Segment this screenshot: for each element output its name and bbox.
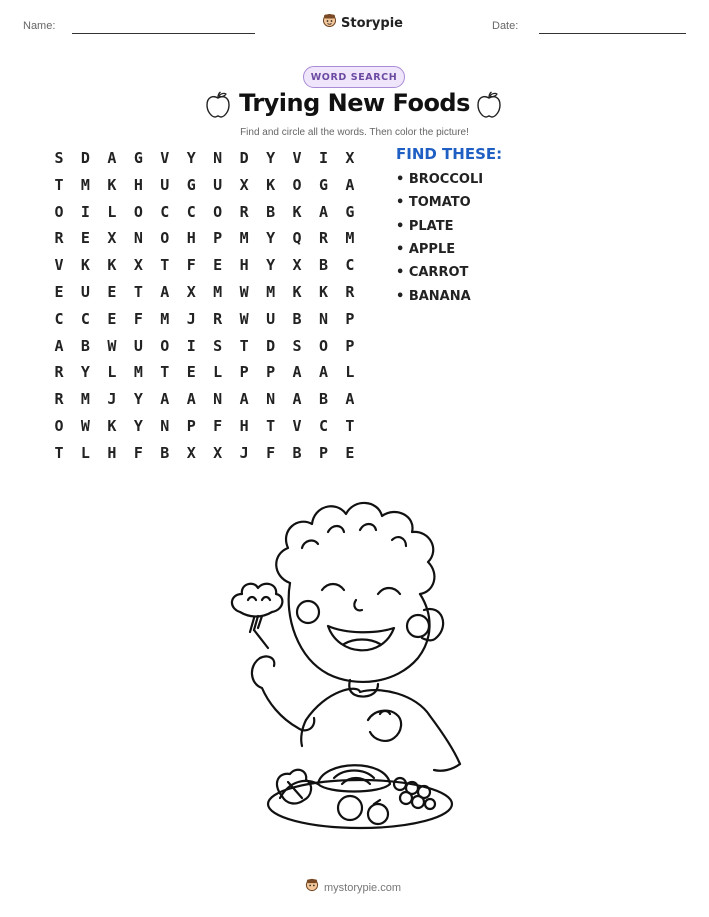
- grid-letter: U: [213, 175, 223, 194]
- grid-letter: V: [54, 256, 64, 275]
- grid-letter: P: [239, 363, 249, 382]
- grid-letter: R: [54, 390, 64, 409]
- grid-letter: T: [160, 256, 170, 275]
- grid-letter: J: [107, 390, 117, 409]
- grid-letter: D: [239, 149, 249, 167]
- grid-letter: P: [186, 417, 196, 435]
- grid-letter: C: [80, 309, 90, 328]
- grid-letter: X: [239, 175, 249, 194]
- footer-url: mystorypie.com: [324, 881, 402, 894]
- grid-letter: O: [160, 336, 170, 355]
- grid-letter: S: [292, 336, 302, 355]
- grid-letter: A: [54, 336, 64, 355]
- grid-letter: E: [345, 443, 355, 462]
- grid-letter: L: [80, 443, 90, 462]
- grid-letter: E: [80, 229, 90, 248]
- grid-letter: M: [80, 390, 90, 409]
- grid-letter: X: [345, 149, 355, 167]
- brand-logo: [322, 13, 403, 33]
- grid-letter: J: [186, 309, 196, 328]
- instructions: Find and circle all the words. Then color the picture!: [240, 127, 469, 138]
- grid-letter: V: [292, 417, 302, 435]
- grid-letter: O: [54, 417, 64, 435]
- grid-letter: H: [239, 417, 249, 435]
- storypie-mascot-icon: [322, 13, 337, 33]
- grid-letter: U: [160, 175, 170, 194]
- grid-letter: T: [266, 417, 276, 435]
- grid-letter: F: [133, 443, 143, 462]
- brand-name: Storypie: [341, 15, 403, 31]
- grid-letter: V: [292, 149, 302, 167]
- grid-letter: O: [318, 336, 329, 355]
- grid-letter: Y: [80, 363, 90, 382]
- grid-letter: M: [266, 283, 276, 301]
- grid-letter: P: [213, 229, 223, 248]
- grid-letter: A: [160, 283, 170, 301]
- find-heading: FIND THESE:: [396, 145, 503, 163]
- grid-letter: E: [107, 309, 117, 328]
- grid-letter: C: [54, 309, 64, 328]
- grid-letter: S: [213, 336, 223, 355]
- grid-letter: L: [107, 202, 117, 221]
- grid-letter: G: [345, 202, 355, 221]
- grid-letter: G: [186, 175, 196, 194]
- grid-letter: M: [239, 229, 249, 248]
- grid-letter: W: [107, 336, 117, 355]
- grid-letter: E: [213, 256, 223, 275]
- grid-letter: T: [54, 175, 64, 194]
- grid-letter: A: [292, 390, 302, 409]
- grid-letter: C: [160, 202, 170, 221]
- grid-letter: C: [318, 417, 329, 435]
- apple-outline-icon: [476, 91, 502, 124]
- grid-letter: F: [133, 309, 143, 328]
- grid-letter: W: [239, 283, 249, 301]
- grid-letter: R: [318, 229, 329, 248]
- grid-letter: R: [54, 363, 64, 382]
- date-label: Date:: [492, 20, 519, 32]
- grid-letter: C: [345, 256, 355, 275]
- grid-letter: O: [160, 229, 170, 248]
- grid-letter: M: [213, 283, 223, 301]
- word-item: • BROCCOLI: [396, 172, 484, 187]
- grid-letter: P: [345, 336, 355, 355]
- grid-letter: S: [54, 149, 64, 167]
- grid-letter: X: [133, 256, 143, 275]
- grid-letter: I: [318, 149, 329, 167]
- grid-letter: T: [239, 336, 249, 355]
- grid-letter: A: [186, 390, 196, 409]
- grid-letter: H: [133, 175, 143, 194]
- grid-letter: T: [133, 283, 143, 301]
- grid-letter: O: [292, 175, 302, 194]
- grid-letter: F: [266, 443, 276, 462]
- name-line: [72, 33, 255, 34]
- grid-letter: O: [133, 202, 143, 221]
- grid-letter: A: [107, 149, 117, 167]
- grid-letter: M: [80, 175, 90, 194]
- grid-letter: X: [186, 443, 196, 462]
- grid-letter: H: [239, 256, 249, 275]
- page-title: Trying New Foods: [239, 89, 470, 117]
- grid-letter: Y: [266, 256, 276, 275]
- grid-letter: L: [345, 363, 355, 382]
- grid-letter: T: [54, 443, 64, 462]
- grid-letter: B: [318, 390, 329, 409]
- grid-letter: R: [54, 229, 64, 248]
- grid-letter: Y: [186, 149, 196, 167]
- grid-letter: X: [186, 283, 196, 301]
- grid-letter: Y: [133, 390, 143, 409]
- grid-letter: M: [345, 229, 355, 248]
- grid-letter: K: [266, 175, 276, 194]
- grid-letter: R: [345, 283, 355, 301]
- name-label: Name:: [23, 20, 56, 32]
- grid-letter: C: [186, 202, 196, 221]
- grid-letter: B: [80, 336, 90, 355]
- grid-letter: K: [107, 175, 117, 194]
- grid-letter: O: [213, 202, 223, 221]
- grid-letter: R: [239, 202, 249, 221]
- grid-letter: K: [107, 417, 117, 435]
- grid-letter: Y: [266, 229, 276, 248]
- grid-letter: W: [80, 417, 90, 435]
- grid-letter: P: [266, 363, 276, 382]
- grid-letter: A: [292, 363, 302, 382]
- storypie-mascot-icon: [305, 878, 319, 897]
- grid-letter: A: [239, 390, 249, 409]
- word-item: • BANANA: [396, 289, 471, 304]
- grid-letter: R: [213, 309, 223, 328]
- grid-letter: O: [54, 202, 64, 221]
- grid-letter: B: [318, 256, 329, 275]
- grid-letter: N: [318, 309, 329, 328]
- grid-letter: B: [160, 443, 170, 462]
- grid-letter: H: [186, 229, 196, 248]
- grid-letter: X: [107, 229, 117, 248]
- grid-letter: K: [80, 256, 90, 275]
- grid-letter: D: [80, 149, 90, 167]
- grid-letter: B: [292, 309, 302, 328]
- grid-letter: K: [292, 202, 302, 221]
- grid-letter: E: [186, 363, 196, 382]
- grid-letter: M: [160, 309, 170, 328]
- grid-letter: N: [213, 149, 223, 167]
- grid-letter: K: [318, 283, 329, 301]
- grid-letter: J: [239, 443, 249, 462]
- grid-letter: P: [345, 309, 355, 328]
- grid-letter: U: [266, 309, 276, 328]
- grid-letter: A: [160, 390, 170, 409]
- word-item: • CARROT: [396, 265, 469, 280]
- grid-letter: F: [186, 256, 196, 275]
- grid-letter: N: [160, 417, 170, 435]
- grid-letter: Y: [266, 149, 276, 167]
- grid-letter: U: [80, 283, 90, 301]
- grid-letter: B: [292, 443, 302, 462]
- grid-letter: V: [160, 149, 170, 167]
- word-item: • PLATE: [396, 219, 454, 234]
- grid-letter: N: [133, 229, 143, 248]
- grid-letter: L: [213, 363, 223, 382]
- grid-letter: H: [107, 443, 117, 462]
- grid-letter: E: [54, 283, 64, 301]
- word-item: • TOMATO: [396, 195, 471, 210]
- grid-letter: A: [318, 363, 329, 382]
- grid-letter: X: [213, 443, 223, 462]
- grid-letter: D: [266, 336, 276, 355]
- grid-letter: U: [133, 336, 143, 355]
- grid-letter: Q: [292, 229, 302, 248]
- grid-letter: A: [345, 175, 355, 194]
- grid-letter: T: [160, 363, 170, 382]
- grid-letter: G: [133, 149, 143, 167]
- grid-letter: A: [318, 202, 329, 221]
- grid-letter: W: [239, 309, 249, 328]
- grid-letter: Y: [133, 417, 143, 435]
- grid-letter: K: [292, 283, 302, 301]
- grid-letter: F: [213, 417, 223, 435]
- grid-letter: N: [213, 390, 223, 409]
- grid-letter: L: [107, 363, 117, 382]
- grid-letter: T: [345, 417, 355, 435]
- grid-letter: I: [80, 202, 90, 221]
- grid-letter: E: [107, 283, 117, 301]
- grid-letter: P: [318, 443, 329, 462]
- grid-letter: G: [318, 175, 329, 194]
- date-line: [539, 33, 686, 34]
- grid-letter: I: [186, 336, 196, 355]
- boy-eating-vegetables-illustration: [210, 488, 490, 838]
- grid-letter: M: [133, 363, 143, 382]
- word-search-badge: WORD SEARCH: [303, 66, 405, 88]
- grid-letter: A: [345, 390, 355, 409]
- footer: [305, 878, 401, 897]
- grid-letter: N: [266, 390, 276, 409]
- grid-letter: K: [107, 256, 117, 275]
- word-item: • APPLE: [396, 242, 456, 257]
- grid-letter: B: [266, 202, 276, 221]
- grid-letter: X: [292, 256, 302, 275]
